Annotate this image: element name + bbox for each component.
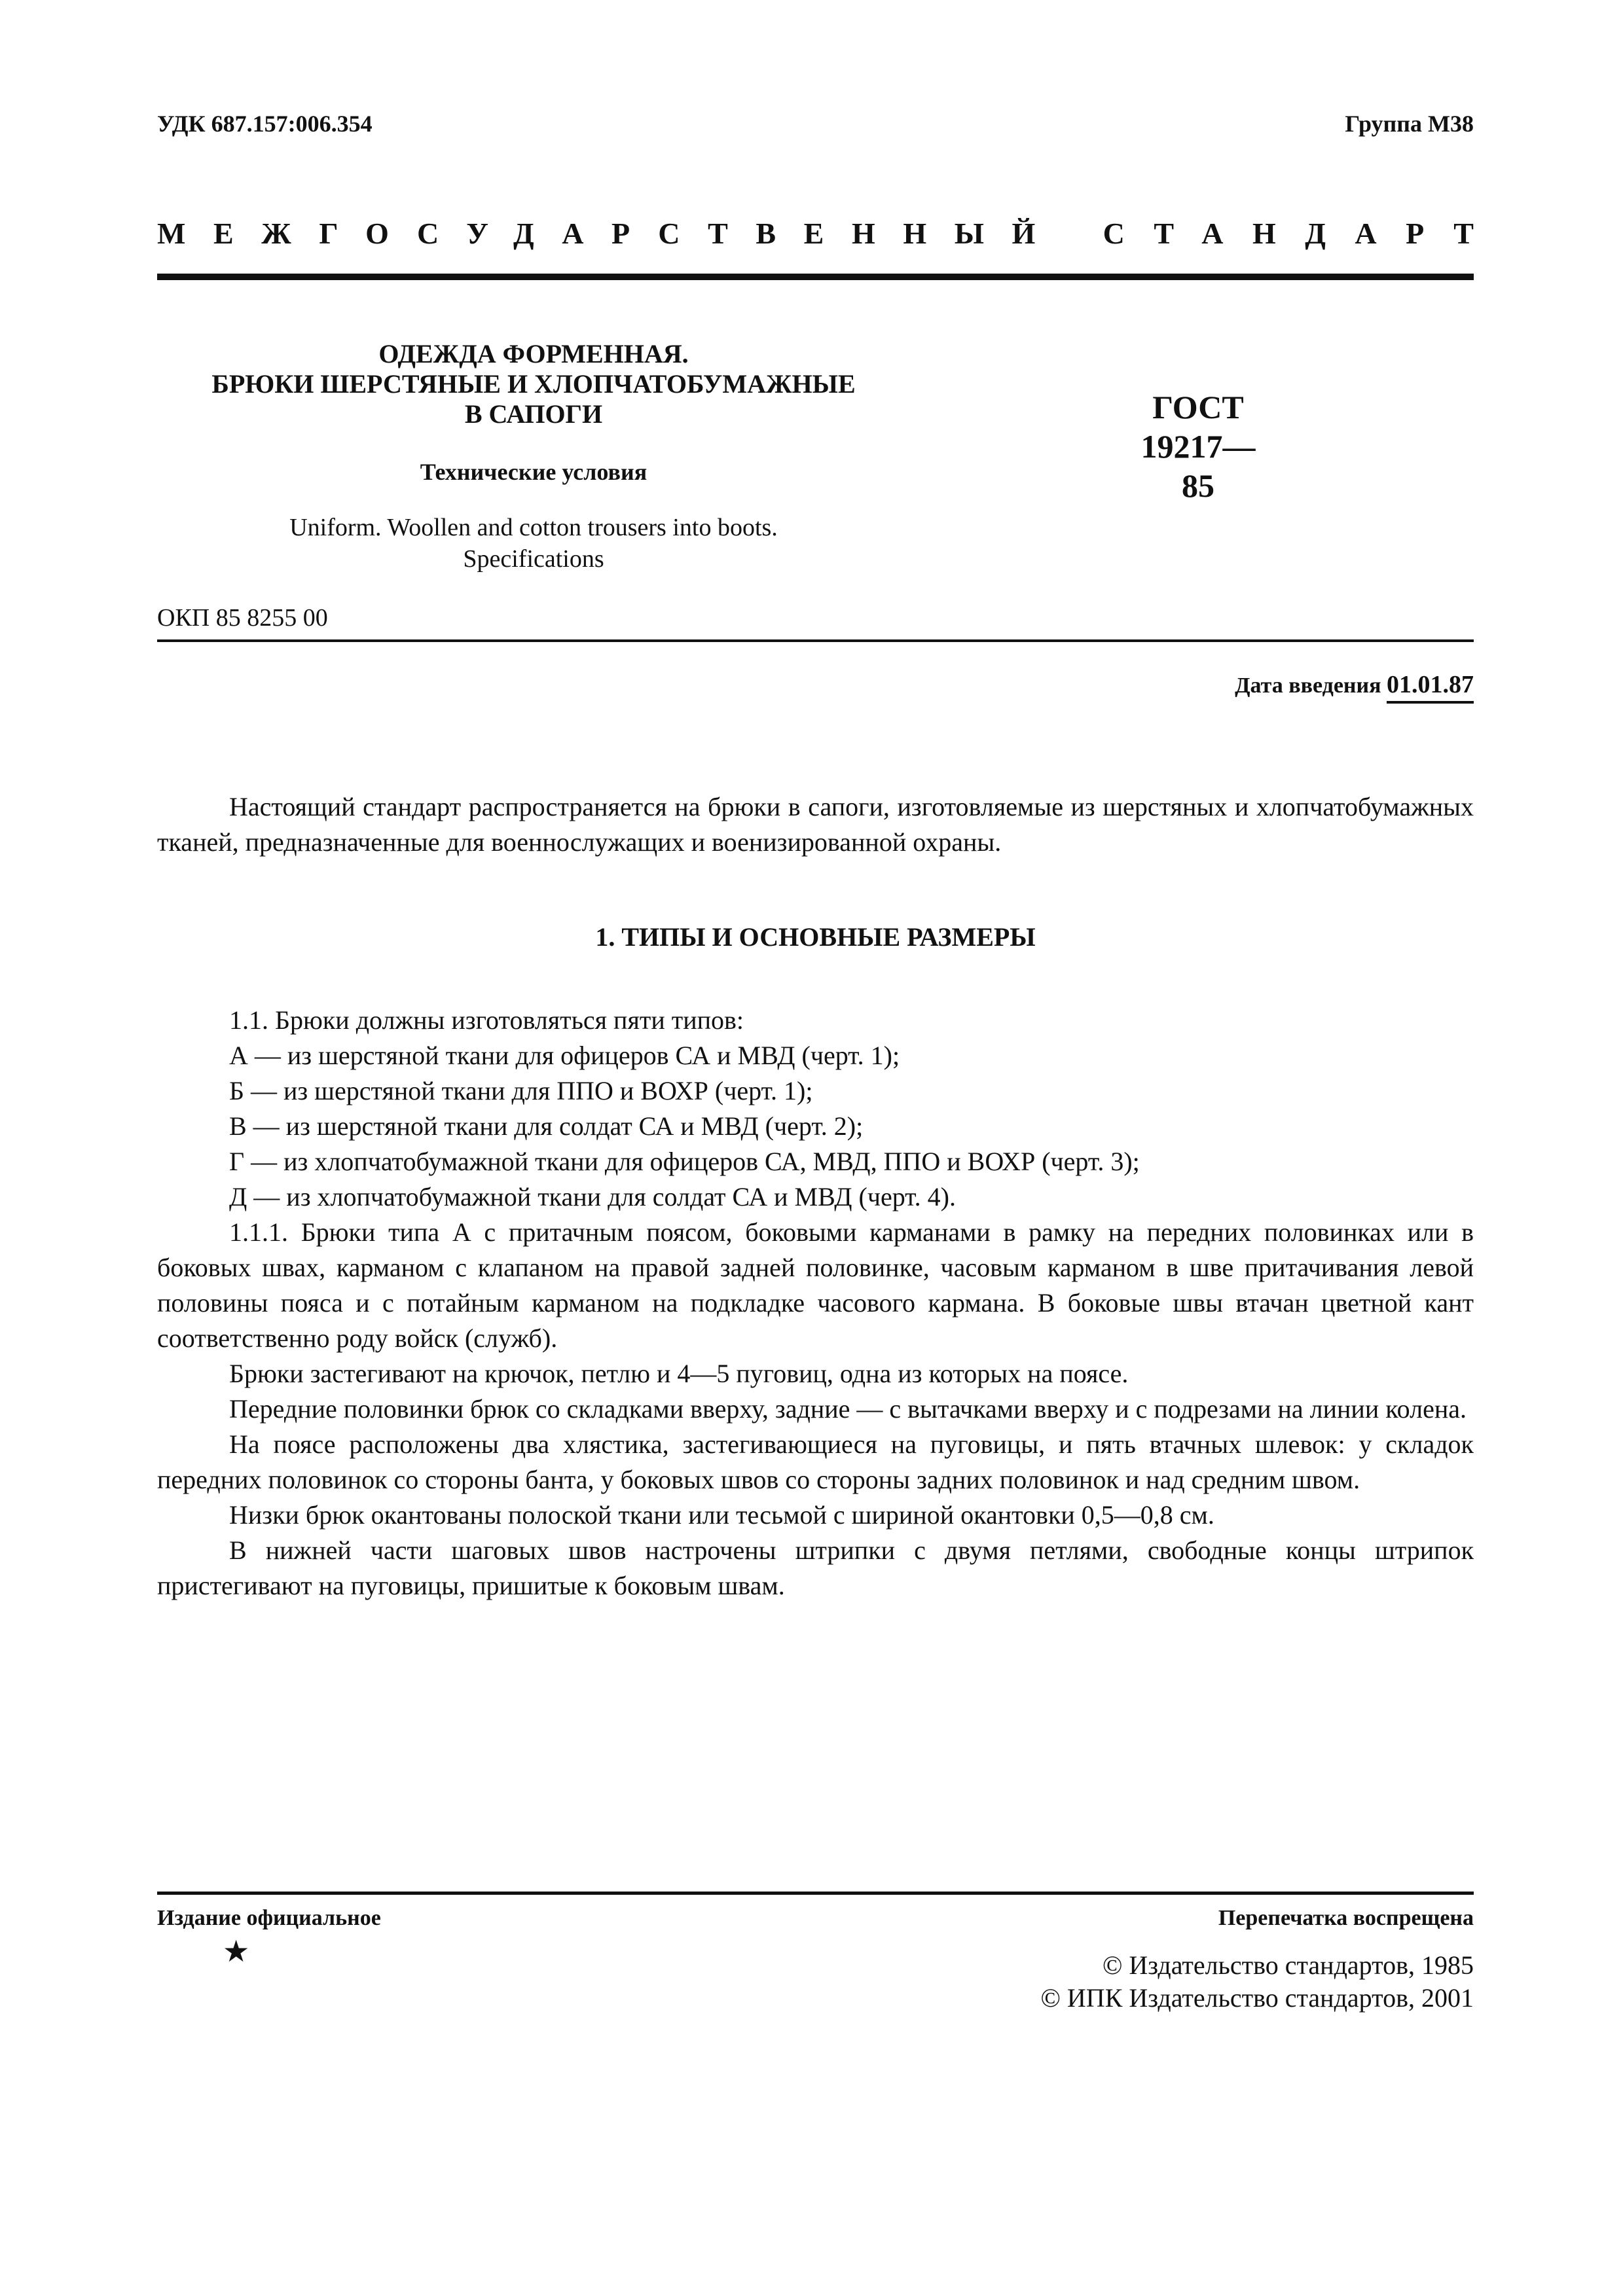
gost-designation <box>1126 387 1270 505</box>
intro-text: Настоящий стандарт распространяется на брюки в сапоги, изготовляемые из шерстяных и хлопчатобумажных тканей, предназначенные для военнослужащих и военизированной охраны. <box>157 792 1474 857</box>
document-subtitle: Технические условия <box>420 459 647 485</box>
okp-code: ОКП 85 8255 00 <box>157 604 328 632</box>
date-label: Дата введения <box>1235 673 1381 698</box>
date-value: 01.01.87 <box>1387 671 1474 704</box>
banner-word-standard: СТАНДАРТ <box>1103 217 1503 250</box>
banner-word-interstate: МЕЖГОСУДАРСТВЕННЫЙ <box>157 217 1063 250</box>
document-title <box>157 339 910 429</box>
paragraph-front-halves: Передние половинки брюк со складками вверху, задние — с вытачками вверху и с подрезами на линии колена. <box>229 1394 1467 1424</box>
english-title-line-1: Uniform. Woollen and cotton trousers into boots. <box>289 514 778 541</box>
intro-paragraph <box>157 789 1474 860</box>
star-icon: ★ <box>223 1935 250 1968</box>
interstate-standard-banner <box>157 216 1503 255</box>
title-line-2: БРЮКИ ШЕРСТЯНЫЕ И ХЛОПЧАТОБУМАЖНЫЕ <box>211 369 856 399</box>
group-code: Группа М38 <box>1345 111 1474 137</box>
clause-1-1-1: 1.1.1. Брюки типа А с притачным поясом, боковыми карманами в рамку на передних половинках или в боковых швах, карманом с клапаном на правой задней половинке, часовым карманом в шве притачивания левой половины пояса и с потайным карманом на подкладке часового кармана. В боковые швы втачан цветной кант соответственно роду войск (служб). <box>157 1217 1474 1353</box>
copyright-line-2: © ИПК Издательство стандартов, 2001 <box>1040 1983 1474 2013</box>
copyright-block <box>1041 1949 1474 2015</box>
type-item-a: А — из шерстяной ткани для офицеров СА и МВД (черт. 1); <box>229 1041 900 1070</box>
type-item-v: В — из шерстяной ткани для солдат СА и МВД (черт. 2); <box>229 1111 864 1141</box>
okp-divider <box>157 639 1474 642</box>
section-body <box>157 1003 1474 1604</box>
paragraph-hem-edging: Низки брюк окантованы полоской ткани или тесьмой с шириной окантовки 0,5—0,8 см. <box>229 1500 1214 1530</box>
title-line-3: В САПОГИ <box>464 399 603 429</box>
section-heading: 1. ТИПЫ И ОСНОВНЫЕ РАЗМЕРЫ <box>595 922 1036 952</box>
gost-number: 19217—85 <box>1140 428 1256 504</box>
paragraph-stirrups: В нижней части шаговых швов настрочены штрипки с двумя петлями, свободные концы штрипок пристегивают на пуговицы, пришитые к боковым швам. <box>157 1535 1474 1600</box>
paragraph-fastening: Брюки застегивают на крючок, петлю и 4—5 пуговиц, одна из которых на поясе. <box>229 1359 1129 1388</box>
footer-divider <box>157 1892 1474 1895</box>
copyright-line-1: © Издательство стандартов, 1985 <box>1102 1950 1474 1980</box>
clause-1-1: 1.1. Брюки должны изготовляться пяти типов: <box>229 1005 744 1035</box>
english-title <box>157 512 910 575</box>
udk-code: УДК 687.157:006.354 <box>157 111 373 137</box>
paragraph-belt-loops: На поясе расположены два хлястика, застегивающиеся на пуговицы, и пять втачных шлевок: у складок передних половинок со стороны банта, у боковых швов со стороны задних половинок и над средним швом. <box>157 1429 1474 1494</box>
header-divider <box>157 274 1474 280</box>
type-item-d: Д — из хлопчатобумажной ткани для солдат СА и МВД (черт. 4). <box>229 1182 956 1211</box>
type-item-b: Б — из шерстяной ткани для ППО и ВОХР (черт. 1); <box>229 1076 813 1105</box>
title-line-1: ОДЕЖДА ФОРМЕННАЯ. <box>378 339 689 368</box>
introduction-date <box>1235 670 1474 699</box>
gost-label: ГОСТ <box>1152 389 1244 425</box>
type-item-g: Г — из хлопчатобумажной ткани для офицеров СА, МВД, ППО и ВОХР (черт. 3); <box>229 1147 1140 1176</box>
reprint-prohibited: Перепечатка воспрещена <box>1218 1906 1474 1930</box>
english-title-line-2: Specifications <box>463 545 604 573</box>
official-edition: Издание официальное <box>157 1906 381 1930</box>
